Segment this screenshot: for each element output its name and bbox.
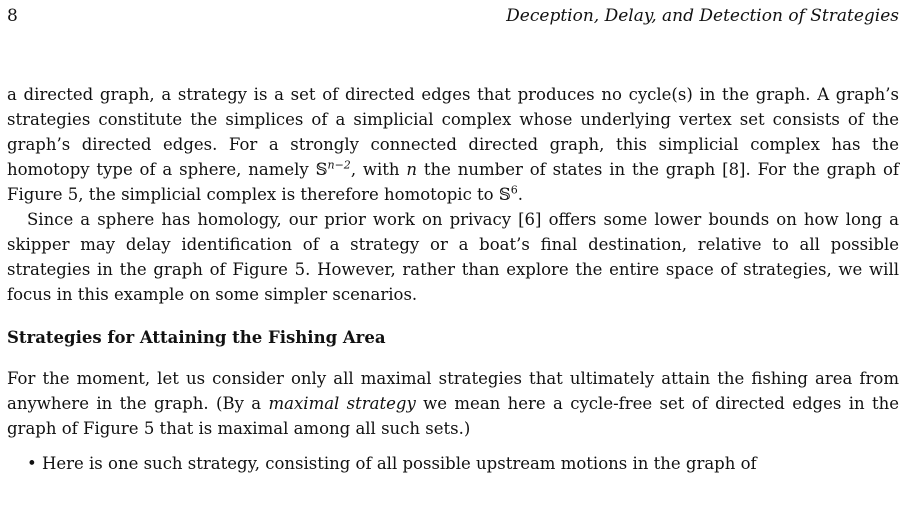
- section-heading: Strategies for Attaining the Fishing Area: [7, 328, 386, 347]
- bullet-text: Here is one such strategy, consisting of all possible upstream motions in the graph of: [41, 454, 757, 473]
- maximal-strategy-emphasis: maximal strategy: [268, 394, 416, 413]
- bullet-marker: •: [27, 454, 37, 473]
- paragraph-2: Since a sphere has homology, our prior work on privacy [6] offers some lower bounds on how long a skipper may delay identification of a strategy or a boat’s final destination, relative to all possible strategies in the graph of Figure 5. However, rather than explore the entire space of strategies, we will focus in this example on some simpler scenarios.: [7, 210, 899, 304]
- paragraph-3: [7, 366, 899, 441]
- page-header: [7, 6, 899, 30]
- page-number: 8: [7, 6, 18, 26]
- paragraph-1-text-c: the number of states in the graph [8]. For the graph of Figure 5, the simplicial complex is therefore homotopic to: [7, 160, 900, 204]
- n-symbol: n: [406, 160, 418, 179]
- bullet-item-1: [27, 451, 899, 476]
- paragraph-1-text-d: .: [517, 185, 524, 204]
- sphere-symbol-2: 𝕊: [498, 185, 511, 204]
- sphere-symbol: 𝕊: [315, 160, 328, 179]
- paragraph-3-text-a: For the moment, let us consider only all maximal strategies that ultimately attain the fishing area from anywhere in the graph. (By a: [7, 369, 899, 413]
- paragraph-1-text-a: a directed graph, a strategy is a set of directed edges that produces no cycle(s) in the graph. A graph’s strategies constitute the simplices of a simplicial complex whose underlying vertex set consists of the graph’s directed edges. For a strongly connected directed graph, this simplicial complex has the homotopy type of a sphere, namely: [7, 85, 899, 179]
- sphere-exponent-2: 6: [510, 183, 518, 197]
- body-text: [7, 82, 899, 476]
- paragraph-1-text-b: , with: [350, 160, 407, 179]
- running-title: Deception, Delay, and Detection of Strategies: [506, 6, 899, 26]
- paragraph-3-text-b: we mean here a cycle-free set of directed edges in the graph of Figure 5 that is maximal among all such sets.): [7, 394, 899, 438]
- paragraph-1: [7, 82, 899, 207]
- sphere-exponent: n−2: [327, 158, 351, 172]
